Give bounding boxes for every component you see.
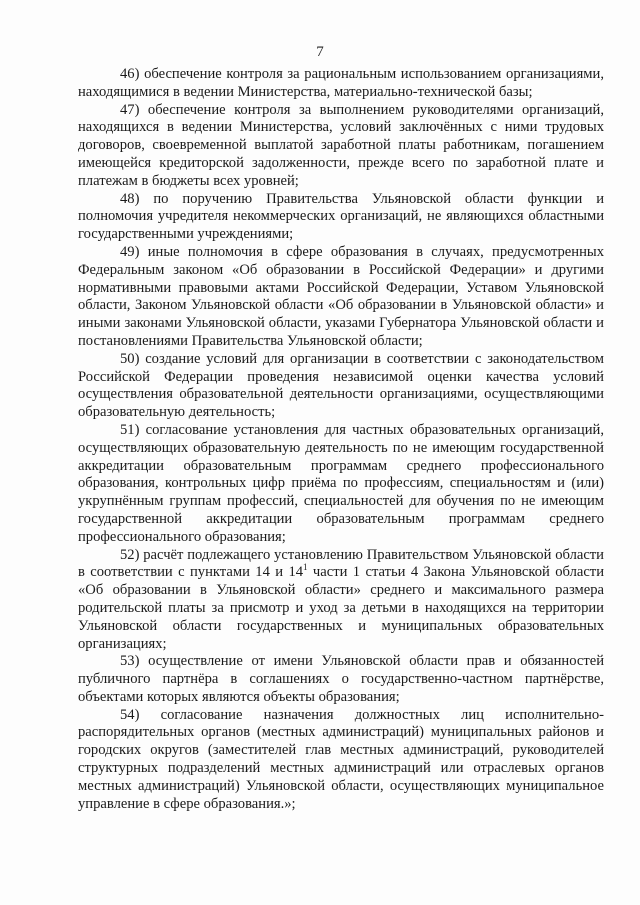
paragraph-54: 54) согласование назначения должностных лиц исполнительно-распорядительных органов (местных администраций) муниципальных районов и городских округов (заместителей глав местных администраций, руководителей структурных подразделений местных администраций или отраслевых органов местных администраций) Ульяновской области, осуществляющих муниципальное управление в сфере образования.»; bbox=[78, 706, 604, 812]
page-number: 7 bbox=[316, 44, 324, 60]
paragraph-46: 46) обеспечение контроля за рациональным использованием организациями, находящимися в ведении Министерства, материально-технической базы; bbox=[78, 66, 604, 100]
paragraph-48: 48) по поручению Правительства Ульяновской области функции и полномочия учредителя некоммерческих организаций, не являющихся областными государственными учреждениями; bbox=[78, 190, 604, 243]
superscript-1: 1 bbox=[303, 562, 308, 573]
scan-artifact-bottom bbox=[0, 895, 640, 897]
paragraph-51: 51) согласование установления для частных образовательных организаций, осуществляющих образовательную деятельность по не имеющим государственной аккредитации образовательным программам среднего профессионального образования, контрольных цифр приёма по профессиям, специальностям и (или) укрупнённым группам профессий, специальностей для обучения по не имеющим государственной аккредитации образовательным программам среднего профессионального образования; bbox=[78, 421, 604, 545]
paragraph-52: 52) расчёт подлежащего установлению Правительством Ульяновской области в соответствии с пунктами 14 и $14^1$ части 1 статьи 4 Закона Ульяновской области «Об образовании в Ульяновской области» среднего и максимального размера родительской платы за присмотр и уход за детьми в находящихся на территории Ульяновской области государственных и муниципальных образовательных организациях; bbox=[78, 546, 604, 652]
scan-artifact-top bbox=[0, 6, 640, 8]
document-body bbox=[78, 66, 604, 813]
paragraph-47: 47) обеспечение контроля за выполнением руководителями организаций, находящихся в ведении Министерства, условий заключённых с ними трудовых договоров, своевременной выплатой заработной платы работникам, погашением имеющейся кредиторской задолженности, прежде всего по заработной плате и платежам в бюджеты всех уровней; bbox=[78, 101, 604, 189]
paragraph-53: 53) осуществление от имени Ульяновской области прав и обязанностей публичного партнёра в соглашениях о государственно-частном партнёрстве, объектами которых являются объекты образования; bbox=[78, 653, 604, 705]
paragraph-49: 49) иные полномочия в сфере образования в случаях, предусмотренных Федеральным законом «Об образовании в Российской Федерации» и другими нормативными правовыми актами Российской Федерации, Уставом Ульяновской области, Законом Ульяновской области «Об образовании в Ульяновской области» и иными законами Ульяновской области, указами Губернатора Ульяновской области и постановлениями Правительства Ульяновской области; bbox=[78, 243, 604, 349]
paragraph-50: 50) создание условий для организации в соответствии с законодательством Российской Федерации проведения независимой оценки качества условий осуществления образовательной деятельности организациями, осуществляющими образовательную деятельность; bbox=[78, 350, 604, 421]
